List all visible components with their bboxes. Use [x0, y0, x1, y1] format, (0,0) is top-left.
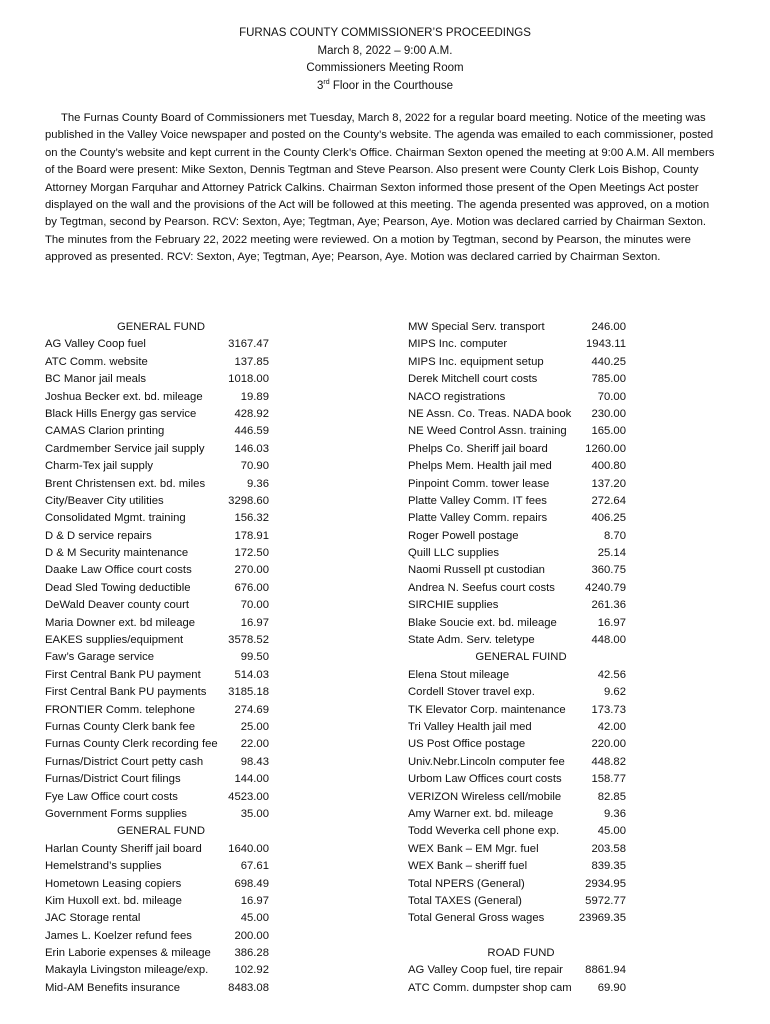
- claim-payee: Makayla Livingston mileage/exp.: [45, 964, 209, 977]
- claim-payee: Roger Powell postage: [408, 529, 519, 542]
- claim-payee: Erin Laborie expenses & mileage: [45, 947, 211, 960]
- claim-payee: NE Assn. Co. Treas. NADA book: [408, 407, 572, 420]
- claim-row: [408, 754, 634, 771]
- claim-payee: Platte Valley Comm. IT fees: [408, 494, 547, 507]
- fund-heading: [408, 649, 634, 666]
- claim-row: [45, 928, 277, 945]
- claim-amount: 5972.77: [585, 894, 626, 907]
- claim-amount: 3578.52: [228, 634, 269, 647]
- claim-amount: 676.00: [234, 581, 269, 594]
- claim-row: [408, 493, 634, 510]
- claim-amount: 9.62: [604, 686, 626, 699]
- claim-row: [45, 876, 277, 893]
- claim-amount: 156.32: [234, 512, 269, 525]
- claim-row: [45, 389, 277, 406]
- claim-amount: 386.28: [234, 947, 269, 960]
- claim-amount: 70.00: [240, 599, 269, 612]
- claim-payee: Black Hills Energy gas service: [45, 407, 197, 420]
- claim-amount: 230.00: [591, 407, 626, 420]
- claim-payee: Blake Soucie ext. bd. mileage: [408, 616, 557, 629]
- fund-heading: [45, 319, 277, 336]
- claim-payee: Cordell Stover travel exp.: [408, 686, 535, 699]
- claim-row: [45, 354, 277, 371]
- claim-row: [45, 580, 277, 597]
- claim-amount: 16.97: [597, 616, 626, 629]
- claim-row: [45, 528, 277, 545]
- claim-row: [408, 806, 634, 823]
- claim-payee: EAKES supplies/equipment: [45, 634, 184, 647]
- claim-payee: WEX Bank – EM Mgr. fuel: [408, 842, 539, 855]
- claim-row: [45, 336, 277, 353]
- claim-amount: 428.92: [234, 407, 269, 420]
- claim-payee: Naomi Russell pt custodian: [408, 564, 545, 577]
- claim-payee: Furnas/District Court petty cash: [45, 755, 204, 768]
- claim-amount: 1943.11: [586, 338, 626, 351]
- claim-row: [45, 493, 277, 510]
- claim-row: [408, 528, 634, 545]
- claim-amount: 70.00: [597, 390, 626, 403]
- claim-row: [408, 371, 634, 388]
- claim-amount: 4240.79: [585, 581, 626, 594]
- claim-payee: Dead Sled Towing deductible: [45, 581, 191, 594]
- claim-payee: Joshua Becker ext. bd. mileage: [45, 390, 203, 403]
- claim-row: [408, 319, 634, 336]
- claim-row: [45, 441, 277, 458]
- claim-row: [45, 945, 277, 962]
- claim-amount: 9.36: [247, 477, 269, 490]
- claim-row: [45, 597, 277, 614]
- claim-row: [408, 510, 634, 527]
- claim-payee: AG Valley Coop fuel: [45, 338, 146, 351]
- claim-amount: 200.00: [234, 929, 269, 942]
- claim-amount: 440.25: [591, 355, 626, 368]
- claim-amount: 203.58: [591, 842, 626, 855]
- claim-row: [45, 771, 277, 788]
- claim-amount: 173.73: [591, 703, 626, 716]
- claims-right-column: [408, 319, 634, 997]
- claim-payee: Total General Gross wages: [408, 912, 545, 925]
- claim-amount: 137.85: [234, 355, 269, 368]
- claim-payee: Furnas County Clerk recording fee: [45, 738, 218, 751]
- claim-row: [408, 458, 634, 475]
- claim-row: [408, 615, 634, 632]
- header-date: March 8, 2022 – 9:00 A.M.: [317, 44, 453, 57]
- claim-payee: Consolidated Mgmt. training: [45, 512, 186, 525]
- claim-amount: 23969.35: [578, 912, 626, 925]
- claim-row: [408, 841, 634, 858]
- claim-payee: Pinpoint Comm. tower lease: [408, 477, 550, 490]
- claim-amount: 69.90: [597, 981, 626, 994]
- claim-row: [408, 545, 634, 562]
- claim-row: [408, 893, 634, 910]
- claim-payee: BC Manor jail meals: [45, 373, 147, 386]
- claim-payee: Fye Law Office court costs: [45, 790, 178, 803]
- claim-row: [408, 876, 634, 893]
- fund-heading: [45, 823, 277, 840]
- floor-suffix: rd: [323, 78, 330, 86]
- claim-payee: Univ.Nebr.Lincoln computer fee: [408, 755, 565, 768]
- header-title: FURNAS COUNTY COMMISSIONER’S PROCEEDINGS: [239, 27, 531, 39]
- claim-row: [408, 441, 634, 458]
- claim-amount: 16.97: [240, 894, 269, 907]
- claim-payee: MW Special Serv. transport: [408, 321, 545, 333]
- claim-row: [45, 562, 277, 579]
- claim-amount: 274.69: [234, 703, 269, 716]
- claim-row: [408, 580, 634, 597]
- claim-amount: 3185.18: [228, 686, 269, 699]
- claim-row: [408, 702, 634, 719]
- claim-row: [408, 910, 634, 927]
- claim-row: [408, 476, 634, 493]
- claim-payee: Government Forms supplies: [45, 807, 187, 820]
- claim-row: [45, 545, 277, 562]
- claim-row: [45, 406, 277, 423]
- claim-amount: 172.50: [234, 547, 269, 560]
- intro-paragraph: [45, 110, 721, 267]
- claim-payee: VERIZON Wireless cell/mobile: [408, 790, 562, 803]
- claim-amount: 448.82: [591, 755, 626, 768]
- claim-row: [45, 858, 277, 875]
- claim-amount: 220.00: [591, 738, 626, 751]
- claim-row: [45, 632, 277, 649]
- claim-amount: 360.75: [591, 564, 626, 577]
- claim-amount: 165.00: [591, 425, 626, 438]
- claim-payee: Platte Valley Comm. repairs: [408, 512, 548, 525]
- claim-row: [45, 719, 277, 736]
- claim-payee: Elena Stout mileage: [408, 668, 510, 681]
- claim-payee: Hometown Leasing copiers: [45, 877, 182, 890]
- claim-row: [408, 823, 634, 840]
- claim-payee: NE Weed Control Assn. training: [408, 425, 567, 438]
- claim-row: [45, 980, 277, 997]
- claim-payee: Brent Christensen ext. bd. miles: [45, 477, 206, 490]
- claim-amount: 67.61: [240, 860, 269, 873]
- claim-row: [45, 667, 277, 684]
- claim-amount: 137.20: [591, 477, 626, 490]
- fund-heading-label: GENERAL FUND: [116, 321, 206, 333]
- claim-payee: SIRCHIE supplies: [408, 599, 499, 612]
- claim-payee: Derek Mitchell court costs: [408, 373, 538, 386]
- claim-amount: 1640.00: [228, 842, 269, 855]
- claim-amount: 178.91: [234, 529, 269, 542]
- claim-payee: ATC Comm. dumpster shop cam: [408, 981, 572, 994]
- fund-heading: [408, 945, 634, 962]
- claim-payee: Charm-Tex jail supply: [45, 460, 153, 473]
- claim-row: [45, 962, 277, 979]
- claim-amount: 35.00: [240, 807, 269, 820]
- claim-amount: 1260.00: [585, 442, 626, 455]
- claim-amount: 406.25: [591, 512, 626, 525]
- claim-row: [45, 458, 277, 475]
- claim-payee: US Post Office postage: [408, 738, 526, 751]
- claim-amount: 25.14: [597, 547, 626, 560]
- claim-amount: 98.43: [240, 755, 269, 768]
- claim-row: [408, 719, 634, 736]
- claim-amount: 146.03: [234, 442, 269, 455]
- intro-text: The Furnas County Board of Commissioners met Tuesday, March 8, 2022 for a regular board meeting. Notice of the meeting was published in the Valley Voice newspaper and posted on the County’s website. The agenda was emailed to each commissioner, posted on the County’s website and kept current in the County Clerk’s Office. Chairman Sexton opened the meeting at 9:00 A.M. All members of the Board were present: Mike Sexton, Dennis Tegtman and Steve Pearson. Also present were County Clerk Lois Bishop, County Attorney Morgan Farquhar and Attorney Patrick Calkins. Chairman Sexton informed those present of the Open Meetings Act poster displayed on the wall and the provisions of the Act will be followed at this meeting. The agenda presented was approved, on a motion by Tegtman, second by Pearson. RCV: Sexton, Aye; Tegtman, Aye; Pearson, Aye. Motion was declared carried by Chairman Sexton. The minutes from the February 22, 2022 meeting were reviewed. On a motion by Tegtman, second by Pearson, the minutes were approved as presented. RCV: Sexton, Aye; Tegtman, Aye; Pearson, Aye. Motion was declared carried by Chairman Sexton.: [45, 112, 715, 264]
- claim-row: [408, 858, 634, 875]
- claim-amount: 446.59: [234, 425, 269, 438]
- claim-amount: 144.00: [234, 773, 269, 786]
- claim-amount: 45.00: [240, 912, 269, 925]
- claim-amount: 698.49: [234, 877, 269, 890]
- claim-row: [408, 423, 634, 440]
- claim-payee: Quill LLC supplies: [408, 547, 500, 560]
- claim-row: [45, 806, 277, 823]
- claim-amount: 102.92: [234, 964, 269, 977]
- claim-row: [45, 371, 277, 388]
- claim-row: [408, 632, 634, 649]
- claim-payee: CAMAS Clarion printing: [45, 425, 165, 438]
- claim-payee: FRONTIER Comm. telephone: [45, 703, 196, 716]
- claim-amount: 448.00: [591, 634, 626, 647]
- claim-row: [408, 597, 634, 614]
- fund-heading-label: GENERAL FUND: [116, 825, 206, 838]
- claim-amount: 1018.00: [228, 373, 269, 386]
- claim-payee: AG Valley Coop fuel, tire repair: [408, 964, 563, 977]
- claim-amount: 99.50: [240, 651, 269, 664]
- claim-payee: Faw’s Garage service: [45, 651, 155, 664]
- claim-amount: 82.85: [597, 790, 626, 803]
- claim-row: [408, 354, 634, 371]
- claim-payee: Maria Downer ext. bd mileage: [45, 616, 196, 629]
- header-room: Commissioners Meeting Room: [306, 62, 464, 74]
- claim-payee: Phelps Co. Sheriff jail board: [408, 442, 548, 455]
- claim-payee: Todd Weverka cell phone exp.: [408, 825, 560, 838]
- claim-amount: 16.97: [240, 616, 269, 629]
- claim-row: [45, 736, 277, 753]
- claim-payee: D & M Security maintenance: [45, 547, 189, 560]
- claim-row: [45, 754, 277, 771]
- claim-amount: 514.03: [234, 668, 269, 681]
- claim-amount: 8483.08: [228, 981, 269, 994]
- claim-amount: 42.56: [597, 668, 626, 681]
- claim-row: [45, 615, 277, 632]
- claim-amount: 8.70: [604, 529, 626, 542]
- claim-amount: 9.36: [604, 807, 626, 820]
- claim-amount: 785.00: [591, 373, 626, 386]
- claim-payee: TK Elevator Corp. maintenance: [408, 703, 566, 716]
- floor-number: 3: [316, 79, 324, 92]
- claim-row: [45, 649, 277, 666]
- claim-payee: Kim Huxoll ext. bd. mileage: [45, 894, 182, 907]
- claim-amount: 42.00: [597, 720, 626, 733]
- claim-payee: Andrea N. Seefus court costs: [408, 581, 555, 594]
- claim-row: [45, 510, 277, 527]
- claim-payee: JAC Storage rental: [45, 912, 141, 925]
- claim-payee: Phelps Mem. Health jail med: [408, 460, 552, 473]
- claim-amount: 246.00: [591, 321, 626, 333]
- claim-amount: 839.35: [591, 860, 626, 873]
- claim-payee: Hemelstrand’s supplies: [45, 860, 162, 873]
- claim-amount: 2934.95: [585, 877, 626, 890]
- claim-payee: James L. Koelzer refund fees: [45, 929, 192, 942]
- claim-amount: 3167.47: [228, 338, 269, 351]
- claim-row: [45, 789, 277, 806]
- claim-row: [408, 736, 634, 753]
- claim-amount: 270.00: [234, 564, 269, 577]
- claim-payee: MIPS Inc. computer: [408, 338, 508, 351]
- claim-amount: 272.64: [591, 494, 626, 507]
- claim-payee: Daake Law Office court costs: [45, 564, 192, 577]
- claim-row: [45, 910, 277, 927]
- blank-line: [408, 928, 634, 945]
- fund-heading-label: ROAD FUND: [487, 947, 555, 960]
- claim-row: [408, 684, 634, 701]
- claim-row: [408, 771, 634, 788]
- claim-row: [408, 789, 634, 806]
- claim-row: [45, 893, 277, 910]
- claim-payee: ATC Comm. website: [45, 355, 148, 368]
- claim-row: [408, 336, 634, 353]
- claim-row: [408, 962, 634, 979]
- claim-payee: Furnas County Clerk bank fee: [45, 720, 196, 733]
- claim-amount: 70.90: [240, 460, 269, 473]
- claim-payee: Mid-AM Benefits insurance: [45, 981, 180, 994]
- claim-row: [45, 841, 277, 858]
- claim-row: [408, 667, 634, 684]
- claim-amount: 3298.60: [228, 494, 269, 507]
- claim-amount: 8861.94: [585, 964, 626, 977]
- claim-amount: 19.89: [240, 390, 269, 403]
- claim-amount: 4523.00: [228, 790, 269, 803]
- claim-payee: MIPS Inc. equipment setup: [408, 355, 544, 368]
- claim-amount: 25.00: [240, 720, 269, 733]
- claim-payee: DeWald Deaver county court: [45, 599, 189, 612]
- claim-row: [45, 423, 277, 440]
- claim-amount: 261.36: [591, 599, 626, 612]
- claim-amount: 22.00: [240, 738, 269, 751]
- claim-amount: 400.80: [591, 460, 626, 473]
- claim-row: [45, 476, 277, 493]
- claim-payee: State Adm. Serv. teletype: [408, 634, 535, 647]
- claim-row: [408, 980, 634, 997]
- claim-payee: First Central Bank PU payment: [45, 668, 201, 681]
- claim-payee: Furnas/District Court filings: [45, 773, 181, 786]
- claim-row: [408, 389, 634, 406]
- claim-row: [408, 562, 634, 579]
- document-header: [0, 25, 770, 95]
- claim-payee: Total NPERS (General): [408, 877, 525, 890]
- fund-heading-label: GENERAL FUIND: [475, 651, 567, 664]
- claim-payee: Harlan County Sheriff jail board: [45, 842, 202, 855]
- claim-row: [45, 684, 277, 701]
- claim-row: [408, 406, 634, 423]
- claim-row: [45, 702, 277, 719]
- claim-amount: 158.77: [591, 773, 626, 786]
- claims-left-column: [45, 319, 277, 997]
- claim-payee: Amy Warner ext. bd. mileage: [408, 807, 554, 820]
- claim-payee: NACO registrations: [408, 390, 506, 403]
- claim-payee: D & D service repairs: [45, 529, 152, 542]
- claim-payee: WEX Bank – sheriff fuel: [408, 860, 528, 873]
- claim-payee: Total TAXES (General): [408, 894, 522, 907]
- claim-payee: First Central Bank PU payments: [45, 686, 207, 699]
- claim-amount: 45.00: [597, 825, 626, 838]
- claim-payee: Urbom Law Offices court costs: [408, 773, 562, 786]
- claim-payee: City/Beaver City utilities: [45, 494, 164, 507]
- floor-location: Floor in the Courthouse: [329, 79, 453, 92]
- header-floor: [0, 78, 770, 96]
- claim-payee: Cardmember Service jail supply: [45, 442, 205, 455]
- claim-payee: Tri Valley Health jail med: [408, 720, 532, 733]
